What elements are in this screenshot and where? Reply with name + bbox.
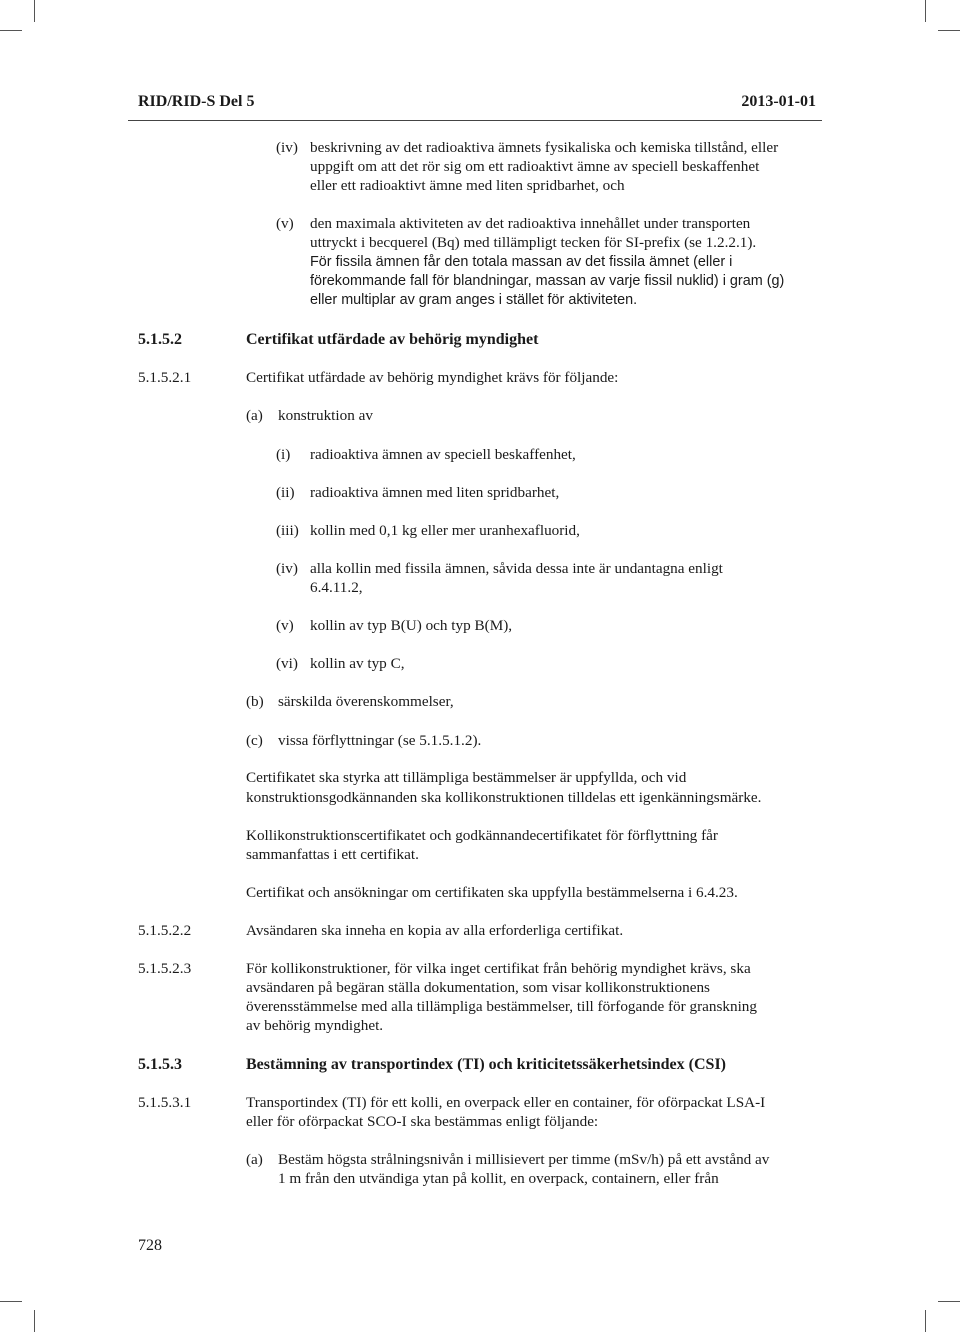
paragraph-line: uppgift om att det rör sig om ett radioaktivt ämne av speciell beskaffenhet	[310, 158, 760, 175]
crop-mark	[925, 0, 926, 22]
running-header-date: 2013-01-01	[741, 93, 816, 110]
list-item: 6.4.11.2,	[310, 579, 363, 596]
crop-mark	[34, 0, 35, 22]
list-marker: (iv)	[276, 560, 298, 577]
crop-mark	[938, 1301, 960, 1302]
list-marker: (c)	[246, 732, 263, 749]
paragraph-line: eller för oförpackat SCO-I ska bestämmas enligt följande:	[246, 1113, 599, 1130]
crop-mark	[925, 1310, 926, 1332]
list-item: särskilda överenskommelser,	[278, 693, 454, 710]
list-marker: (b)	[246, 693, 264, 710]
section-heading: Certifikat utfärdade av behörig myndighet	[246, 331, 539, 348]
list-marker: (a)	[246, 1151, 263, 1168]
section-number: 5.1.5.2.2	[138, 922, 192, 939]
list-item: alla kollin med fissila ämnen, såvida dessa inte är undantagna enligt	[310, 560, 723, 577]
section-number: 5.1.5.2.1	[138, 369, 192, 386]
list-marker: (ii)	[276, 484, 295, 501]
paragraph-line: För fissila ämnen får den totala massan av det fissila ämnet (eller i	[310, 254, 733, 270]
paragraph-line: Certifikat utfärdade av behörig myndighet krävs för följande:	[246, 369, 619, 386]
list-item: Bestäm högsta strålningsnivån i millisievert per timme (mSv/h) på ett avstånd av	[278, 1151, 770, 1168]
paragraph-line: Avsändaren ska inneha en kopia av alla erforderliga certifikat.	[246, 922, 624, 939]
running-header-title: RID/RID-S Del 5	[138, 93, 255, 110]
list-marker: (v)	[276, 215, 294, 232]
list-item: radioaktiva ämnen av speciell beskaffenhet,	[310, 446, 576, 463]
list-marker: (iii)	[276, 522, 299, 539]
paragraph-line: uttryckt i becquerel (Bq) med tillämpligt tecken för SI-prefix (se 1.2.2.1).	[310, 234, 757, 251]
section-number: 5.1.5.2	[138, 331, 182, 348]
paragraph-line: eller multiplar av gram anges i stället för aktiviteten.	[310, 292, 638, 308]
section-number: 5.1.5.2.3	[138, 960, 192, 977]
list-marker: (v)	[276, 617, 294, 634]
list-marker: (iv)	[276, 139, 298, 156]
list-marker: (i)	[276, 446, 291, 463]
page-number: 728	[138, 1237, 162, 1254]
list-item: radioaktiva ämnen med liten spridbarhet,	[310, 484, 560, 501]
list-marker: (a)	[246, 407, 263, 424]
paragraph-line: Kollikonstruktionscertifikatet och godkännandecertifikatet för förflyttning får	[246, 827, 718, 844]
paragraph-line: Transportindex (TI) för ett kolli, en overpack eller en container, för oförpackat LSA-I	[246, 1094, 766, 1111]
paragraph-line: avsändaren på begäran ställa dokumentation, som visar kollikonstruktionens	[246, 979, 710, 996]
list-item: vissa förflyttningar (se 5.1.5.1.2).	[278, 732, 482, 749]
paragraph-line: den maximala aktiviteten av det radioaktiva innehållet under transporten	[310, 215, 751, 232]
list-item: konstruktion av	[278, 407, 373, 424]
paragraph-line: För kollikonstruktioner, för vilka inget certifikat från behörig myndighet krävs, ska	[246, 960, 751, 977]
section-number: 5.1.5.3.1	[138, 1094, 192, 1111]
paragraph-line: förekommande fall för blandningar, massan av varje fissil nuklid) i gram (g)	[310, 273, 785, 289]
list-item: kollin av typ B(U) och typ B(M),	[310, 617, 513, 634]
section-heading: Bestämning av transportindex (TI) och kriticitetssäkerhetsindex (CSI)	[246, 1056, 726, 1073]
paragraph-line: överensstämmelse med alla tillämpliga bestämmelser, till förfogande för granskning	[246, 998, 757, 1015]
list-item: kollin av typ C,	[310, 655, 405, 672]
crop-mark	[0, 30, 22, 31]
paragraph-line: eller ett radioaktivt ämne med liten spridbarhet, och	[310, 177, 625, 194]
paragraph-line: konstruktionsgodkännanden ska kollikonstruktionen tilldelas ett igenkänningsmärke.	[246, 789, 762, 806]
paragraph-line: Certifikatet ska styrka att tillämpliga bestämmelser är uppfyllda, och vid	[246, 769, 687, 786]
list-marker: (vi)	[276, 655, 298, 672]
paragraph-line: sammanfattas i ett certifikat.	[246, 846, 419, 863]
list-item: 1 m från den utvändiga ytan på kollit, en overpack, containern, eller från	[278, 1170, 719, 1187]
crop-mark	[938, 30, 960, 31]
section-number: 5.1.5.3	[138, 1056, 182, 1073]
list-item: kollin med 0,1 kg eller mer uranhexafluorid,	[310, 522, 580, 539]
paragraph-line: av behörig myndighet.	[246, 1017, 384, 1034]
paragraph-line: Certifikat och ansökningar om certifikaten ska uppfylla bestämmelserna i 6.4.23.	[246, 884, 738, 901]
header-rule	[128, 120, 822, 121]
crop-mark	[0, 1301, 22, 1302]
paragraph-line: beskrivning av det radioaktiva ämnets fysikaliska och kemiska tillstånd, eller	[310, 139, 779, 156]
crop-mark	[34, 1310, 35, 1332]
